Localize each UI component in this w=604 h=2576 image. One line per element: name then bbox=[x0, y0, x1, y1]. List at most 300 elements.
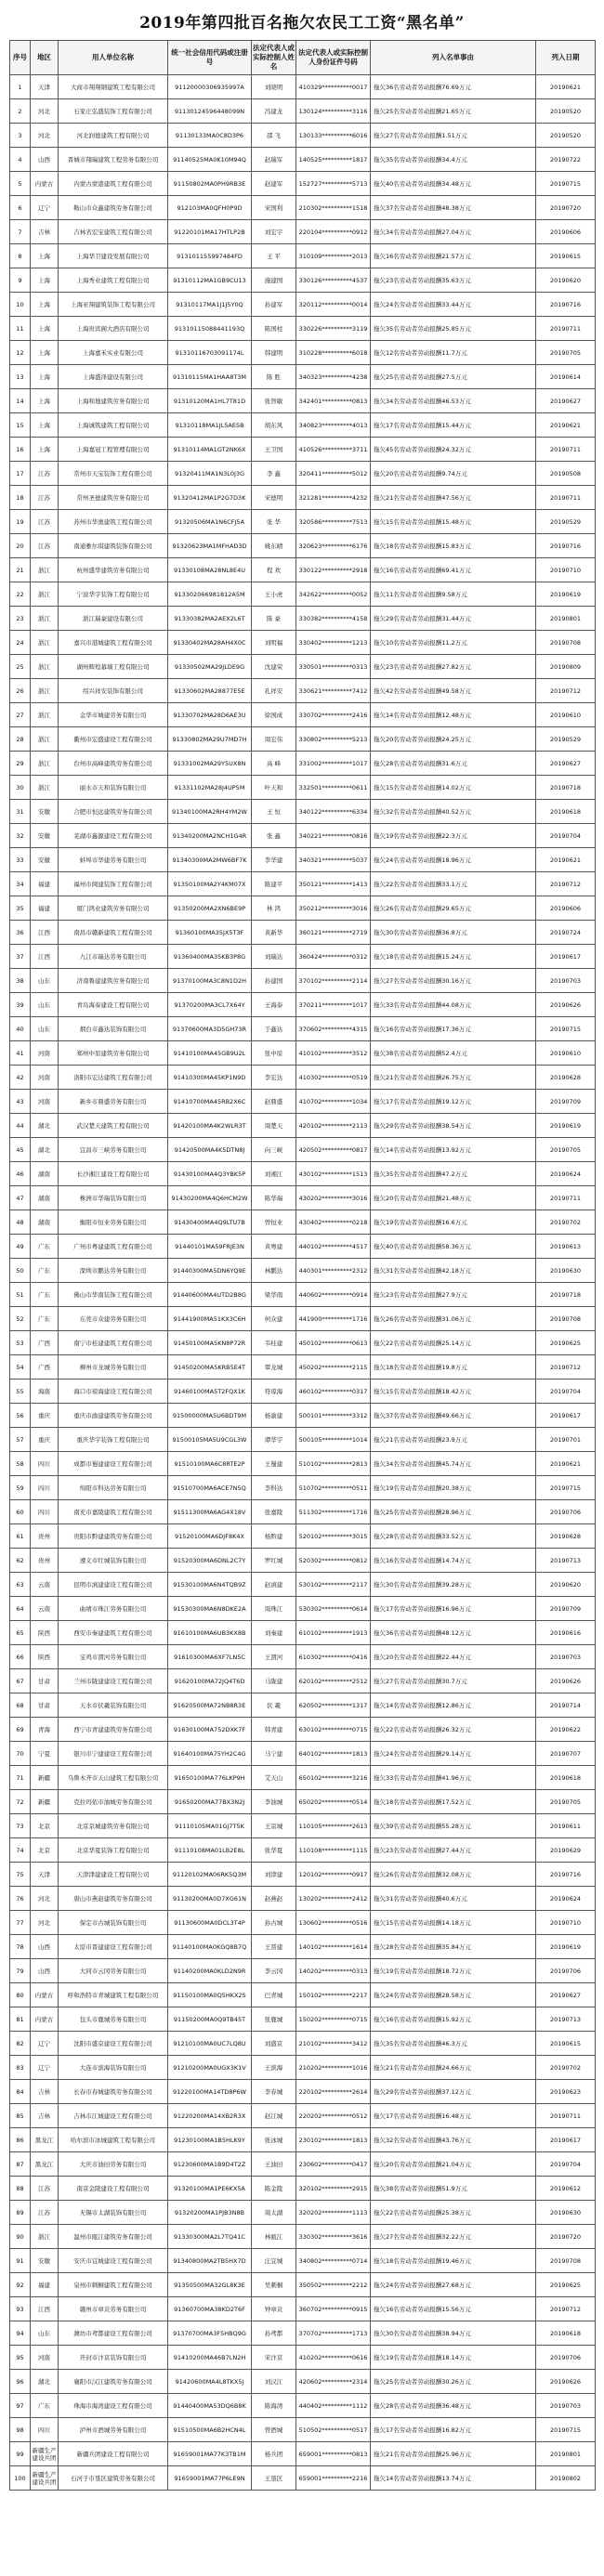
cell-date: 20190626 bbox=[536, 2370, 596, 2394]
cell-region: 山西 bbox=[31, 1959, 59, 1983]
cell-company-name: 绵阳市科达劳务有限公司 bbox=[59, 1476, 168, 1500]
table-row bbox=[10, 776, 596, 800]
cell-credit-code: 91330602MA28877E5E bbox=[168, 679, 252, 703]
cell-company-name: 上海秀业建筑工程有限公司 bbox=[59, 268, 168, 293]
cell-region: 四川 bbox=[31, 2418, 59, 2442]
table-row bbox=[10, 99, 596, 124]
cell-id-number: 110108**********1115 bbox=[296, 1838, 371, 1863]
cell-legal-rep: 张智敏 bbox=[252, 389, 296, 413]
cell-id-number: 320411**********5012 bbox=[296, 462, 371, 486]
cell-region: 海南 bbox=[31, 1380, 59, 1404]
cell-region: 上海 bbox=[31, 413, 59, 438]
table-row bbox=[10, 1066, 596, 1090]
cell-id-number: 330302**********3616 bbox=[296, 2225, 371, 2249]
cell-date: 20190701 bbox=[536, 1428, 596, 1452]
cell-company-name: 上海嘉冠工程管理有限公司 bbox=[59, 438, 168, 462]
cell-date: 20190629 bbox=[536, 1838, 596, 1863]
cell-company-name: 上海盛泽建设有限公司 bbox=[59, 365, 168, 389]
cell-region: 浙江 bbox=[31, 727, 59, 752]
cell-credit-code: 913302066981812A5M bbox=[168, 582, 252, 607]
table-row bbox=[10, 1355, 596, 1380]
cell-date: 20190630 bbox=[536, 1259, 596, 1283]
cell-company-name: 内蒙古蒙港建筑工程有限公司 bbox=[59, 172, 168, 196]
cell-no: 75 bbox=[10, 1863, 31, 1887]
cell-credit-code: 91350500MA32GL8K3E bbox=[168, 2273, 252, 2297]
cell-credit-code: 91320100MA1PE6KX5A bbox=[168, 2177, 252, 2201]
table-row bbox=[10, 196, 596, 220]
header-id-number: 法定代表人或实际控制人身份证件号码 bbox=[296, 41, 371, 75]
cell-date: 20190809 bbox=[536, 655, 596, 679]
cell-region: 浙江 bbox=[31, 2225, 59, 2249]
cell-date: 20190624 bbox=[536, 1162, 596, 1186]
cell-id-number: 650202**********0514 bbox=[296, 1790, 371, 1814]
cell-date: 20190801 bbox=[536, 607, 596, 631]
cell-no: 49 bbox=[10, 1235, 31, 1259]
cell-region: 辽宁 bbox=[31, 2056, 59, 2080]
cell-reason: 拖欠27名劳动者劳动报酬30.7万元 bbox=[371, 1669, 536, 1693]
cell-credit-code: 91310115MA1HAA8T3M bbox=[168, 365, 252, 389]
cell-region: 浙江 bbox=[31, 607, 59, 631]
table-row bbox=[10, 993, 596, 1017]
cell-region: 上海 bbox=[31, 389, 59, 413]
cell-reason: 拖欠18名劳动者劳动报酬19.8万元 bbox=[371, 1355, 536, 1380]
cell-company-name: 曲靖市珠江劳务有限公司 bbox=[59, 1597, 168, 1621]
cell-credit-code: 91360100MA35JX5T3F bbox=[168, 921, 252, 945]
cell-date: 20190619 bbox=[536, 1114, 596, 1138]
cell-no: 73 bbox=[10, 1814, 31, 1838]
cell-date: 20190710 bbox=[536, 1911, 596, 1935]
table-row bbox=[10, 2128, 596, 2152]
cell-company-name: 襄阳市汉江建筑劳务有限公司 bbox=[59, 2370, 168, 2394]
header-region: 地区 bbox=[31, 41, 59, 75]
cell-legal-rep: 李油城 bbox=[252, 1790, 296, 1814]
cell-id-number: 220202**********0512 bbox=[296, 2104, 371, 2128]
cell-region: 四川 bbox=[31, 1452, 59, 1476]
cell-reason: 拖欠20名劳动者劳动报酬22.44万元 bbox=[371, 1645, 536, 1669]
table-row bbox=[10, 1500, 596, 1524]
cell-company-name: 石河子市垦区建筑劳务有限公司 bbox=[59, 2466, 168, 2491]
cell-legal-rep: 冯建龙 bbox=[252, 99, 296, 124]
cell-reason: 拖欠21名劳动者劳动报酬25.96万元 bbox=[371, 2442, 536, 2466]
cell-date: 20190627 bbox=[536, 389, 596, 413]
cell-no: 72 bbox=[10, 1790, 31, 1814]
cell-legal-rep: 徐国成 bbox=[252, 703, 296, 727]
cell-legal-rep: 王海泰 bbox=[252, 993, 296, 1017]
cell-no: 69 bbox=[10, 1718, 31, 1742]
cell-no: 100 bbox=[10, 2466, 31, 2491]
cell-company-name: 潍坊市鸢都建设工程有限公司 bbox=[59, 2321, 168, 2346]
table-row bbox=[10, 1138, 596, 1162]
cell-legal-rep: 孙建军 bbox=[252, 293, 296, 317]
cell-reason: 拖欠38名劳动者劳动报酬51.9万元 bbox=[371, 2177, 536, 2201]
table-row bbox=[10, 824, 596, 848]
cell-date: 20190724 bbox=[536, 921, 596, 945]
table-row bbox=[10, 1283, 596, 1307]
cell-region: 北京 bbox=[31, 1838, 59, 1863]
cell-no: 67 bbox=[10, 1669, 31, 1693]
cell-id-number: 320202**********1113 bbox=[296, 2201, 371, 2225]
table-row bbox=[10, 921, 596, 945]
cell-credit-code: 91210100MA0UC7LQ8U bbox=[168, 2032, 252, 2056]
cell-company-name: 苏州市华奥建筑工程有限公司 bbox=[59, 510, 168, 534]
cell-no: 12 bbox=[10, 341, 31, 365]
cell-company-name: 厦门鸿业建筑劳务有限公司 bbox=[59, 896, 168, 921]
cell-reason: 拖欠19名劳动者劳动报酬22.3万元 bbox=[371, 824, 536, 848]
cell-company-name: 哈尔滨市冰城建筑工程有限公司 bbox=[59, 2128, 168, 2152]
cell-company-name: 西安市秦建建筑工程有限公司 bbox=[59, 1621, 168, 1645]
cell-legal-rep: 赵滇建 bbox=[252, 1573, 296, 1597]
cell-id-number: 630102**********0715 bbox=[296, 1718, 371, 1742]
cell-region: 山东 bbox=[31, 2321, 59, 2346]
cell-region: 新疆 bbox=[31, 1790, 59, 1814]
cell-reason: 拖欠34名劳动者劳动报酬45.74万元 bbox=[371, 1452, 536, 1476]
cell-credit-code: 91440600MA4UTD2B8G bbox=[168, 1283, 252, 1307]
cell-reason: 拖欠25名劳动者劳动报酬27.5万元 bbox=[371, 365, 536, 389]
cell-company-name: 郑州中原建筑劳务有限公司 bbox=[59, 1041, 168, 1066]
cell-id-number: 440102**********4517 bbox=[296, 1235, 371, 1259]
cell-reason: 拖欠19名劳动者劳动报酬16.6万元 bbox=[371, 1210, 536, 1235]
cell-reason: 拖欠16名劳动者劳动报酬21.57万元 bbox=[371, 244, 536, 268]
cell-date: 20190610 bbox=[536, 1041, 596, 1066]
cell-reason: 拖欠26名劳动者劳动报酬29.65万元 bbox=[371, 896, 536, 921]
cell-region: 山东 bbox=[31, 969, 59, 993]
cell-company-name: 佛山市华南装饰工程有限公司 bbox=[59, 1283, 168, 1307]
cell-id-number: 530302**********0614 bbox=[296, 1597, 371, 1621]
cell-legal-rep: 张华夏 bbox=[252, 1838, 296, 1863]
cell-date: 20190625 bbox=[536, 1331, 596, 1355]
cell-date: 20190621 bbox=[536, 75, 596, 99]
cell-credit-code: 91420100MA4K2WLR3T bbox=[168, 1114, 252, 1138]
cell-company-name: 南充市嘉陵建筑工程有限公司 bbox=[59, 1500, 168, 1524]
cell-date: 20190703 bbox=[536, 969, 596, 993]
cell-region: 江苏 bbox=[31, 462, 59, 486]
cell-credit-code: 91410200MA46B7LN2H bbox=[168, 2346, 252, 2370]
cell-company-name: 湖州辉煌幕墙工程有限公司 bbox=[59, 655, 168, 679]
cell-company-name: 温州市瓯江建筑劳务有限公司 bbox=[59, 2225, 168, 2249]
cell-company-name: 南宁市桂建建筑工程有限公司 bbox=[59, 1331, 168, 1355]
cell-company-name: 晋城市翔瑞建筑工程劳务有限公司 bbox=[59, 148, 168, 172]
cell-date: 20190706 bbox=[536, 1500, 596, 1524]
cell-date: 20190714 bbox=[536, 1693, 596, 1718]
cell-region: 陕西 bbox=[31, 1621, 59, 1645]
cell-region: 浙江 bbox=[31, 631, 59, 655]
cell-company-name: 克拉玛依市油城劳务有限公司 bbox=[59, 1790, 168, 1814]
cell-reason: 拖欠20名劳动者劳动报酬21.04万元 bbox=[371, 2152, 536, 2177]
cell-legal-rep: 周宏伟 bbox=[252, 727, 296, 752]
cell-date: 20190620 bbox=[536, 1573, 596, 1597]
cell-credit-code: 91330502MA29JLDE9G bbox=[168, 655, 252, 679]
cell-company-name: 成都市蜀建建设工程有限公司 bbox=[59, 1452, 168, 1476]
table-row bbox=[10, 631, 596, 655]
cell-id-number: 150102**********2217 bbox=[296, 1983, 371, 2007]
table-row bbox=[10, 2007, 596, 2032]
table-row bbox=[10, 1380, 596, 1404]
cell-region: 浙江 bbox=[31, 655, 59, 679]
cell-no: 74 bbox=[10, 1838, 31, 1863]
cell-date: 20190622 bbox=[536, 1718, 596, 1742]
cell-credit-code: 91350100MA2Y4KM07X bbox=[168, 872, 252, 896]
cell-legal-rep: 张中原 bbox=[252, 1041, 296, 1066]
cell-date: 20190712 bbox=[536, 1355, 596, 1380]
cell-date: 20190706 bbox=[536, 2346, 596, 2370]
cell-reason: 拖欠29名劳动者劳动报酬31.44万元 bbox=[371, 607, 536, 631]
cell-company-name: 鞍山市众鑫建筑劳务有限公司 bbox=[59, 196, 168, 220]
cell-reason: 拖欠24名劳动者劳动报酬28.58万元 bbox=[371, 1983, 536, 2007]
cell-region: 山西 bbox=[31, 148, 59, 172]
cell-reason: 拖欠30名劳动者劳动报酬38.94万元 bbox=[371, 2321, 536, 2346]
cell-id-number: 410526**********3711 bbox=[296, 438, 371, 462]
cell-legal-rep: 林瓯江 bbox=[252, 2225, 296, 2249]
cell-date: 20190615 bbox=[536, 244, 596, 268]
table-row bbox=[10, 1307, 596, 1331]
cell-company-name: 金华市城建劳务有限公司 bbox=[59, 703, 168, 727]
cell-legal-rep: 邵 飞 bbox=[252, 124, 296, 148]
cell-company-name: 石家庄弘盛装饰工程有限公司 bbox=[59, 99, 168, 124]
cell-legal-rep: 陈海湾 bbox=[252, 2394, 296, 2418]
cell-id-number: 320623**********6176 bbox=[296, 534, 371, 558]
table-row bbox=[10, 727, 596, 752]
table-row bbox=[10, 2032, 596, 2056]
cell-company-name: 长沙湘江建设工程有限公司 bbox=[59, 1162, 168, 1186]
table-row bbox=[10, 1331, 596, 1355]
cell-credit-code: 91230100MA1B5HLK9Y bbox=[168, 2128, 252, 2152]
cell-reason: 拖欠16名劳动者劳动报酬15.92万元 bbox=[371, 2007, 536, 2032]
table-row bbox=[10, 848, 596, 872]
cell-company-name: 新乡市鼎盛劳务有限公司 bbox=[59, 1090, 168, 1114]
cell-legal-rep: 陈建平 bbox=[252, 872, 296, 896]
cell-legal-rep: 杨黔建 bbox=[252, 1524, 296, 1549]
cell-region: 上海 bbox=[31, 438, 59, 462]
table-row bbox=[10, 1838, 596, 1863]
cell-reason: 拖欠32名劳动者劳动报酬43.76万元 bbox=[371, 2128, 536, 2152]
cell-id-number: 150202**********0715 bbox=[296, 2007, 371, 2032]
cell-credit-code: 91650100MA776LKP9H bbox=[168, 1766, 252, 1790]
cell-reason: 拖欠17名劳动者劳动报酬19.12万元 bbox=[371, 1090, 536, 1114]
cell-no: 51 bbox=[10, 1283, 31, 1307]
cell-date: 20190722 bbox=[536, 148, 596, 172]
cell-no: 65 bbox=[10, 1621, 31, 1645]
table-row bbox=[10, 2152, 596, 2177]
cell-no: 57 bbox=[10, 1428, 31, 1452]
table-row bbox=[10, 582, 596, 607]
cell-legal-rep: 赵燕赵 bbox=[252, 1887, 296, 1911]
cell-legal-rep: 赵瑞军 bbox=[252, 148, 296, 172]
table-row bbox=[10, 534, 596, 558]
cell-region: 上海 bbox=[31, 244, 59, 268]
cell-legal-rep: 程 欢 bbox=[252, 558, 296, 582]
cell-legal-rep: 宋德明 bbox=[252, 486, 296, 510]
cell-legal-rep: 赵建军 bbox=[252, 172, 296, 196]
cell-date: 20190627 bbox=[536, 752, 596, 776]
cell-id-number: 330501**********0313 bbox=[296, 655, 371, 679]
cell-company-name: 北京华夏装饰工程有限公司 bbox=[59, 1838, 168, 1863]
cell-id-number: 450202**********2115 bbox=[296, 1355, 371, 1380]
cell-company-name: 贵阳市黔建建筑劳务有限公司 bbox=[59, 1524, 168, 1549]
cell-id-number: 330126**********4537 bbox=[296, 268, 371, 293]
cell-company-name: 西宁市青建建筑劳务有限公司 bbox=[59, 1718, 168, 1742]
table-row bbox=[10, 607, 596, 631]
cell-region: 安徽 bbox=[31, 800, 59, 824]
cell-legal-rep: 宋国利 bbox=[252, 196, 296, 220]
cell-credit-code: 91340300MA2MW6BF7K bbox=[168, 848, 252, 872]
cell-credit-code: 91360400MA35KB3P8G bbox=[168, 945, 252, 969]
cell-credit-code: 91220100MA14TD8P6W bbox=[168, 2080, 252, 2104]
cell-date: 20190520 bbox=[536, 99, 596, 124]
cell-id-number: 420602**********2314 bbox=[296, 2370, 371, 2394]
cell-no: 22 bbox=[10, 582, 31, 607]
cell-date: 20190711 bbox=[536, 1186, 596, 1210]
cell-company-name: 沈阳市盛京建设工程有限公司 bbox=[59, 2032, 168, 2056]
cell-date: 20190708 bbox=[536, 2249, 596, 2273]
table-row bbox=[10, 1669, 596, 1693]
cell-reason: 拖欠16名劳动者劳动报酬15.56万元 bbox=[371, 2297, 536, 2321]
cell-legal-rep: 王滨海 bbox=[252, 2056, 296, 2080]
table-row bbox=[10, 1863, 596, 1887]
cell-reason: 拖欠23名劳动者劳动报酬35.63万元 bbox=[371, 268, 536, 293]
cell-id-number: 430202**********3016 bbox=[296, 1186, 371, 1210]
cell-legal-rep: 孙鸢都 bbox=[252, 2321, 296, 2346]
cell-reason: 拖欠39名劳动者劳动报酬55.28万元 bbox=[371, 1814, 536, 1838]
table-row bbox=[10, 800, 596, 824]
cell-id-number: 360702**********0915 bbox=[296, 2297, 371, 2321]
cell-no: 58 bbox=[10, 1452, 31, 1476]
cell-reason: 拖欠25名劳动者劳动报酬21.65万元 bbox=[371, 99, 536, 124]
cell-region: 四川 bbox=[31, 1476, 59, 1500]
cell-date: 20190619 bbox=[536, 1935, 596, 1959]
cell-region: 安徽 bbox=[31, 824, 59, 848]
cell-region: 吉林 bbox=[31, 2104, 59, 2128]
cell-id-number: 410329**********0017 bbox=[296, 75, 371, 99]
cell-date: 20190703 bbox=[536, 2394, 596, 2418]
cell-company-name: 常州市天宝装饰工程有限公司 bbox=[59, 462, 168, 486]
cell-date: 20190710 bbox=[536, 558, 596, 582]
cell-region: 云南 bbox=[31, 1573, 59, 1597]
cell-no: 68 bbox=[10, 1693, 31, 1718]
cell-region: 湖南 bbox=[31, 1162, 59, 1186]
cell-legal-rep: 王渭河 bbox=[252, 1645, 296, 1669]
cell-no: 54 bbox=[10, 1355, 31, 1380]
cell-legal-rep: 张冰城 bbox=[252, 2128, 296, 2152]
cell-credit-code: 91659001MA77K3TB1M bbox=[168, 2442, 252, 2466]
cell-credit-code: 91360700MA38KD2T6F bbox=[168, 2297, 252, 2321]
table-row bbox=[10, 413, 596, 438]
cell-legal-rep: 赵江城 bbox=[252, 2104, 296, 2128]
cell-region: 安徽 bbox=[31, 2249, 59, 2273]
cell-no: 52 bbox=[10, 1307, 31, 1331]
cell-legal-rep: 黄新华 bbox=[252, 921, 296, 945]
cell-legal-rep: 陈国柱 bbox=[252, 317, 296, 341]
cell-id-number: 330621**********7412 bbox=[296, 679, 371, 703]
cell-date: 20190715 bbox=[536, 172, 596, 196]
cell-date: 20190606 bbox=[536, 896, 596, 921]
cell-date: 20190704 bbox=[536, 824, 596, 848]
cell-legal-rep: 王垦区 bbox=[252, 2466, 296, 2491]
cell-no: 33 bbox=[10, 848, 31, 872]
cell-company-name: 呼和浩特市青城建筑工程有限公司 bbox=[59, 1983, 168, 2007]
cell-legal-rep: 王 恒 bbox=[252, 800, 296, 824]
cell-legal-rep: 汪宜城 bbox=[252, 2249, 296, 2273]
cell-date: 20190627 bbox=[536, 1983, 596, 2007]
cell-company-name: 无锡市太湖装饰有限公司 bbox=[59, 2201, 168, 2225]
cell-id-number: 430102**********1513 bbox=[296, 1162, 371, 1186]
cell-reason: 拖欠30名劳动者劳动报酬36.8万元 bbox=[371, 921, 536, 945]
table-row bbox=[10, 1621, 596, 1645]
cell-legal-rep: 刘明福 bbox=[252, 631, 296, 655]
table-row bbox=[10, 148, 596, 172]
table-row bbox=[10, 389, 596, 413]
cell-id-number: 310109**********2013 bbox=[296, 244, 371, 268]
cell-region: 北京 bbox=[31, 1814, 59, 1838]
cell-reason: 拖欠28名劳动者劳动报酬36.48万元 bbox=[371, 2394, 536, 2418]
cell-company-name: 太原市晋建建设工程有限公司 bbox=[59, 1935, 168, 1959]
cell-region: 江苏 bbox=[31, 2177, 59, 2201]
cell-no: 59 bbox=[10, 1476, 31, 1500]
table-row bbox=[10, 1983, 596, 2007]
table-row bbox=[10, 510, 596, 534]
cell-reason: 拖欠35名劳动者劳动报酬34.4万元 bbox=[371, 148, 536, 172]
table-row bbox=[10, 268, 596, 293]
cell-region: 上海 bbox=[31, 365, 59, 389]
cell-id-number: 342401**********0813 bbox=[296, 389, 371, 413]
cell-reason: 拖欠31名劳动者劳动报酬42.18万元 bbox=[371, 1259, 536, 1283]
cell-credit-code: 91320411MA1N3L0J3G bbox=[168, 462, 252, 486]
cell-reason: 拖欠36名劳动者劳动报酬48.12万元 bbox=[371, 1621, 536, 1645]
cell-legal-rep: 何众建 bbox=[252, 1307, 296, 1331]
cell-legal-rep: 曾恒业 bbox=[252, 1210, 296, 1235]
cell-credit-code: 91430200MA4Q6HCM2W bbox=[168, 1186, 252, 1210]
cell-reason: 拖欠15名劳动者劳动报酬18.42万元 bbox=[371, 1380, 536, 1404]
cell-date: 20190508 bbox=[536, 462, 596, 486]
cell-id-number: 210102**********3412 bbox=[296, 2032, 371, 2056]
cell-no: 61 bbox=[10, 1524, 31, 1549]
header-company-name: 用人单位名称 bbox=[59, 41, 168, 75]
cell-id-number: 340321**********5037 bbox=[296, 848, 371, 872]
cell-company-name: 泉州市刺桐建筑工程有限公司 bbox=[59, 2273, 168, 2297]
cell-company-name: 浙江瑞豪建设有限公司 bbox=[59, 607, 168, 631]
table-row bbox=[10, 1114, 596, 1138]
cell-legal-rep: 向三峡 bbox=[252, 1138, 296, 1162]
cell-id-number: 360121**********2719 bbox=[296, 921, 371, 945]
cell-company-name: 珠海市海湾建设工程有限公司 bbox=[59, 2394, 168, 2418]
cell-id-number: 340323**********4238 bbox=[296, 365, 371, 389]
cell-no: 4 bbox=[10, 148, 31, 172]
cell-no: 31 bbox=[10, 800, 31, 824]
cell-id-number: 420102**********2113 bbox=[296, 1114, 371, 1138]
cell-company-name: 天津津建建设工程有限公司 bbox=[59, 1863, 168, 1887]
cell-date: 20190712 bbox=[536, 872, 596, 896]
table-row bbox=[10, 703, 596, 727]
cell-date: 20190715 bbox=[536, 2418, 596, 2442]
cell-reason: 拖欠21名劳动者劳动报酬23.9万元 bbox=[371, 1428, 536, 1452]
cell-no: 39 bbox=[10, 993, 31, 1017]
header-date: 列入日期 bbox=[536, 41, 596, 75]
cell-no: 99 bbox=[10, 2442, 31, 2466]
cell-id-number: 210202**********1016 bbox=[296, 2056, 371, 2080]
cell-reason: 拖欠16名劳动者劳动报酬14.74万元 bbox=[371, 1549, 536, 1573]
cell-credit-code: 91320200MA1PJB3N8B bbox=[168, 2201, 252, 2225]
cell-reason: 拖欠17名劳动者劳动报酬16.48万元 bbox=[371, 2104, 536, 2128]
cell-credit-code: 91220101MA17HTLP2B bbox=[168, 220, 252, 244]
table-row bbox=[10, 1041, 596, 1066]
cell-legal-rep: 于鑫达 bbox=[252, 1017, 296, 1041]
document-title: 2019年第四批百名拖欠农民工工资“黑名单” bbox=[139, 14, 465, 33]
cell-id-number: 370102**********2114 bbox=[296, 969, 371, 993]
cell-legal-rep: 钟章贡 bbox=[252, 2297, 296, 2321]
cell-date: 20190706 bbox=[536, 1959, 596, 1983]
cell-credit-code: 91320412MA1P2G7D3K bbox=[168, 486, 252, 510]
cell-credit-code: 91441900MA51KX3C6H bbox=[168, 1307, 252, 1331]
cell-region: 上海 bbox=[31, 293, 59, 317]
